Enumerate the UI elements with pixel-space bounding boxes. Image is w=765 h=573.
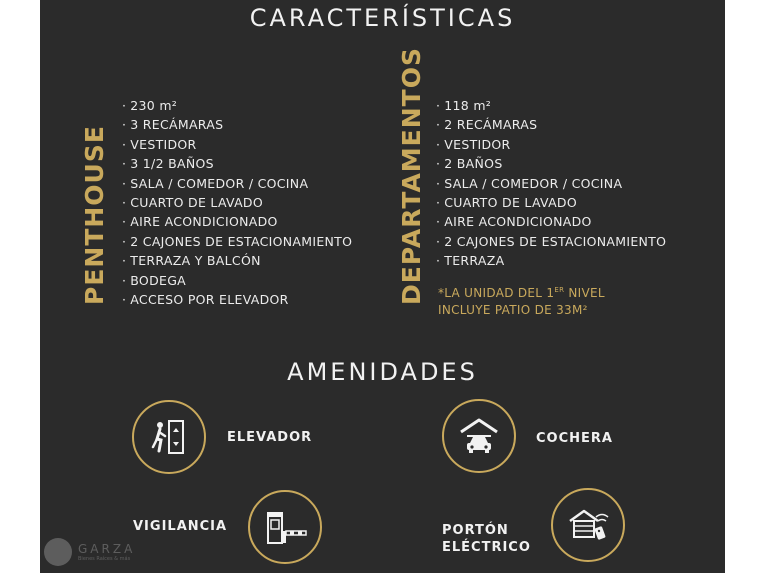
penthouse-item: · 2 CAJONES DE ESTACIONAMIENTO bbox=[122, 232, 352, 251]
departamentos-item: · 2 RECÁMARAS bbox=[436, 115, 666, 134]
amenity-elevador-label: ELEVADOR bbox=[227, 430, 313, 445]
departamentos-item: · 2 CAJONES DE ESTACIONAMIENTO bbox=[436, 232, 666, 251]
penthouse-item: · CUARTO DE LAVADO bbox=[122, 193, 352, 212]
penthouse-features bbox=[122, 96, 352, 309]
note-line1-sup: ER bbox=[554, 286, 565, 294]
logo-tagline: Bienes Raíces & más bbox=[78, 556, 131, 562]
note-line1-b: NIVEL bbox=[564, 286, 605, 300]
penthouse-item: · AIRE ACONDICIONADO bbox=[122, 212, 352, 231]
porton-line1: PORTÓN bbox=[442, 523, 509, 538]
penthouse-item: · ACCESO POR ELEVADOR bbox=[122, 290, 352, 309]
penthouse-item: · VESTIDOR bbox=[122, 135, 352, 154]
departamentos-item: · 118 m² bbox=[436, 96, 666, 115]
logo-name: GARZA bbox=[78, 542, 136, 556]
penthouse-item: · TERRAZA Y BALCÓN bbox=[122, 251, 352, 270]
departamentos-item: · VESTIDOR bbox=[436, 135, 666, 154]
departamentos-item: · 2 BAÑOS bbox=[436, 154, 666, 173]
amenity-cochera-label: COCHERA bbox=[536, 431, 613, 446]
garza-logo bbox=[44, 538, 135, 566]
departamentos-item: · SALA / COMEDOR / COCINA bbox=[436, 174, 666, 193]
flyer-panel bbox=[40, 0, 725, 573]
note-line2: INCLUYE PATIO DE 33M² bbox=[438, 303, 588, 317]
penthouse-item: · 3 RECÁMARAS bbox=[122, 115, 352, 134]
departamentos-label: DEPARTAMENTOS bbox=[397, 47, 426, 305]
elevator-icon bbox=[132, 400, 206, 474]
amenity-porton-label bbox=[442, 522, 531, 556]
note-line1-a: *LA UNIDAD DEL 1 bbox=[438, 286, 555, 300]
porton-line2: ELÉCTRICO bbox=[442, 540, 531, 555]
penthouse-item: · 230 m² bbox=[122, 96, 352, 115]
guard-booth-icon bbox=[248, 490, 322, 564]
departamentos-item: · CUARTO DE LAVADO bbox=[436, 193, 666, 212]
penthouse-item: · SALA / COMEDOR / COCINA bbox=[122, 174, 352, 193]
departamentos-note bbox=[438, 282, 605, 319]
logo-mark-icon bbox=[44, 538, 72, 566]
penthouse-label: PENTHOUSE bbox=[80, 125, 109, 305]
page-title: CARACTERÍSTICAS bbox=[249, 4, 516, 32]
amenities-title: AMENIDADES bbox=[287, 358, 478, 386]
penthouse-item: · 3 1/2 BAÑOS bbox=[122, 154, 352, 173]
departamentos-item: · TERRAZA bbox=[436, 251, 666, 270]
departamentos-item: · AIRE ACONDICIONADO bbox=[436, 212, 666, 231]
penthouse-item: · BODEGA bbox=[122, 271, 352, 290]
electric-gate-icon bbox=[551, 488, 625, 562]
amenity-vigilancia-label: VIGILANCIA bbox=[133, 519, 228, 534]
garage-car-icon bbox=[442, 399, 516, 473]
departamentos-features bbox=[436, 96, 666, 271]
